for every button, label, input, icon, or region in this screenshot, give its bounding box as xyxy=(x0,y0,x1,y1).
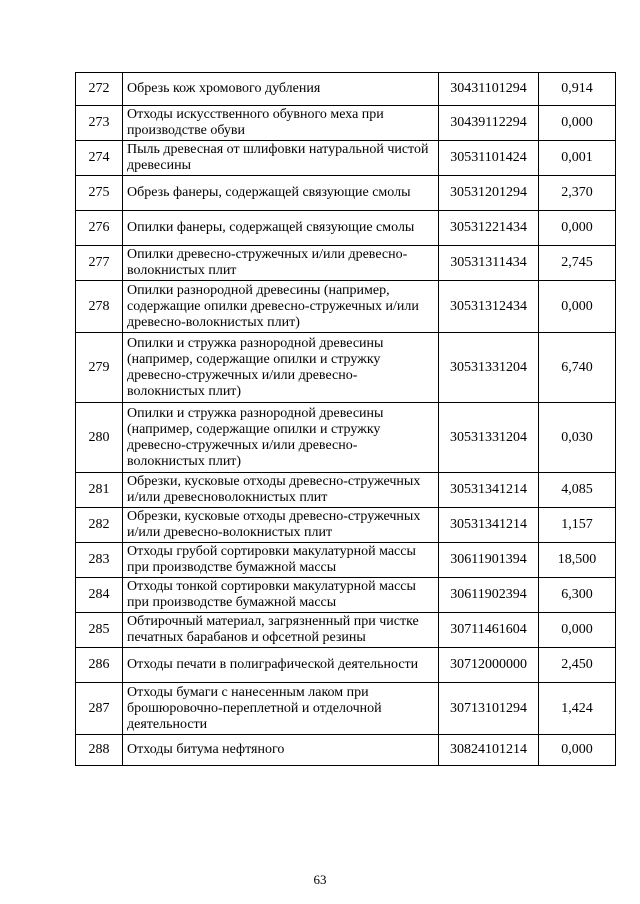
waste-quantity: 1,424 xyxy=(539,683,616,735)
row-number: 273 xyxy=(76,106,123,141)
waste-quantity: 0,914 xyxy=(539,73,616,106)
waste-quantity: 0,000 xyxy=(539,613,616,648)
table-row xyxy=(76,543,616,578)
row-number: 282 xyxy=(76,508,123,543)
row-number: 276 xyxy=(76,211,123,246)
waste-code: 30531312434 xyxy=(439,281,539,333)
waste-code: 30531331204 xyxy=(439,333,539,403)
waste-quantity: 2,450 xyxy=(539,648,616,683)
waste-code: 30611901394 xyxy=(439,543,539,578)
waste-code: 30531221434 xyxy=(439,211,539,246)
row-number: 280 xyxy=(76,403,123,473)
waste-code: 30713101294 xyxy=(439,683,539,735)
waste-quantity: 2,370 xyxy=(539,176,616,211)
waste-table-body xyxy=(76,73,616,766)
waste-code: 30531101424 xyxy=(439,141,539,176)
row-number: 274 xyxy=(76,141,123,176)
row-number: 277 xyxy=(76,246,123,281)
waste-quantity: 1,157 xyxy=(539,508,616,543)
waste-name: Опилки древесно-стружечных и/или древесно-волокнистых плит xyxy=(123,246,439,281)
row-number: 287 xyxy=(76,683,123,735)
waste-name: Опилки фанеры, содержащей связующие смолы xyxy=(123,211,439,246)
waste-code: 30531331204 xyxy=(439,403,539,473)
waste-name: Опилки разнородной древесины (например, содержащие опилки древесно-стружечных и/или древесно-волокнистых плит) xyxy=(123,281,439,333)
table-row xyxy=(76,281,616,333)
waste-code: 30711461604 xyxy=(439,613,539,648)
waste-quantity: 0,000 xyxy=(539,211,616,246)
waste-code: 30611902394 xyxy=(439,578,539,613)
table-row xyxy=(76,473,616,508)
waste-name: Обрезки, кусковые отходы древесно-стружечных и/или древесноволокнистых плит xyxy=(123,473,439,508)
waste-name: Отходы бумаги с нанесенным лаком при брошюровочно-переплетной и отделочной деятельности xyxy=(123,683,439,735)
waste-quantity: 6,300 xyxy=(539,578,616,613)
waste-name: Обрезки, кусковые отходы древесно-стружечных и/или древесно-волокнистых плит xyxy=(123,508,439,543)
table-row xyxy=(76,613,616,648)
table-row xyxy=(76,683,616,735)
waste-name: Пыль древесная от шлифовки натуральной чистой древесины xyxy=(123,141,439,176)
waste-quantity: 0,000 xyxy=(539,281,616,333)
table-row xyxy=(76,73,616,106)
table-row xyxy=(76,176,616,211)
waste-code: 30531341214 xyxy=(439,473,539,508)
row-number: 275 xyxy=(76,176,123,211)
table-row xyxy=(76,333,616,403)
table-row xyxy=(76,106,616,141)
waste-code: 30431101294 xyxy=(439,73,539,106)
waste-name: Обрезь фанеры, содержащей связующие смолы xyxy=(123,176,439,211)
row-number: 288 xyxy=(76,735,123,766)
waste-name: Обтирочный материал, загрязненный при чистке печатных барабанов и офсетной резины xyxy=(123,613,439,648)
row-number: 281 xyxy=(76,473,123,508)
row-number: 284 xyxy=(76,578,123,613)
row-number: 278 xyxy=(76,281,123,333)
waste-quantity: 0,000 xyxy=(539,735,616,766)
row-number: 286 xyxy=(76,648,123,683)
row-number: 272 xyxy=(76,73,123,106)
waste-name: Отходы печати в полиграфической деятельности xyxy=(123,648,439,683)
waste-quantity: 18,500 xyxy=(539,543,616,578)
waste-code: 30712000000 xyxy=(439,648,539,683)
waste-code: 30531201294 xyxy=(439,176,539,211)
waste-name: Отходы тонкой сортировки макулатурной массы при производстве бумажной массы xyxy=(123,578,439,613)
row-number: 283 xyxy=(76,543,123,578)
waste-name: Обрезь кож хромового дубления xyxy=(123,73,439,106)
waste-quantity: 2,745 xyxy=(539,246,616,281)
waste-name: Отходы искусственного обувного меха при производстве обуви xyxy=(123,106,439,141)
waste-name: Отходы грубой сортировки макулатурной массы при производстве бумажной массы xyxy=(123,543,439,578)
table-row xyxy=(76,141,616,176)
table-row xyxy=(76,211,616,246)
table-row xyxy=(76,578,616,613)
table-row xyxy=(76,648,616,683)
waste-code: 30531341214 xyxy=(439,508,539,543)
table-row xyxy=(76,246,616,281)
waste-code: 30439112294 xyxy=(439,106,539,141)
waste-quantity: 0,000 xyxy=(539,106,616,141)
waste-quantity: 0,001 xyxy=(539,141,616,176)
row-number: 285 xyxy=(76,613,123,648)
waste-quantity: 6,740 xyxy=(539,333,616,403)
row-number: 279 xyxy=(76,333,123,403)
waste-name: Опилки и стружка разнородной древесины (например, содержащие опилки и стружку древесно-стружечных и/или древесно-волокнистых плит) xyxy=(123,333,439,403)
waste-quantity: 4,085 xyxy=(539,473,616,508)
waste-code: 30824101214 xyxy=(439,735,539,766)
table-row xyxy=(76,735,616,766)
waste-name: Отходы битума нефтяного xyxy=(123,735,439,766)
waste-name: Опилки и стружка разнородной древесины (например, содержащие опилки и стружку древесно-стружечных и/или древесно-волокнистых плит) xyxy=(123,403,439,473)
waste-quantity: 0,030 xyxy=(539,403,616,473)
page-number: 63 xyxy=(313,872,327,887)
waste-table xyxy=(75,72,616,766)
table-row xyxy=(76,508,616,543)
table-row xyxy=(76,403,616,473)
waste-code: 30531311434 xyxy=(439,246,539,281)
